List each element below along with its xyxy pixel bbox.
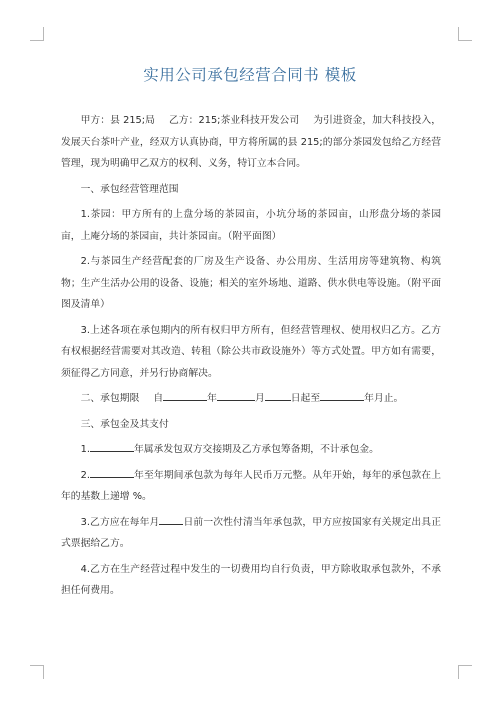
item2-text: 年至年期间承包款为每年人民币万元整。从年开始，每年的承包款在上年的基数上递增 %。: [61, 469, 441, 502]
crop-mark-top-right: [458, 27, 472, 41]
parties-paragraph: [61, 110, 441, 175]
party-a: 甲方：县 215;局: [80, 115, 155, 126]
section3-item4: 4.乙方在生产经营过程中发生的一切费用均自行负责，甲方除收取承包款外，不承担任何费用。: [61, 563, 441, 596]
term-start-label: 日起至: [290, 393, 321, 404]
term-from-label: 自: [153, 393, 164, 404]
blank-start-month[interactable]: [217, 389, 255, 401]
preamble: 为引进资金，加大科技投入，发展天台茶叶产业，经双方认真协商，甲方将所属的县 215;的部分茶园发包给乙方经营管理，现为明确甲乙双方的权利、义务，特订立本合同。: [61, 115, 442, 169]
section1-item1: 1.茶园：甲方所有的上盘分场的茶园亩，小坑分场的茶园亩，山形盘分场的茶园亩，上庵分场的茶园亩，共计茶园亩。（附平面图）: [61, 209, 441, 242]
document-body: [61, 110, 441, 606]
blank-item1-year[interactable]: [90, 440, 134, 452]
term-year-label: 年: [207, 393, 217, 404]
term-month-label: 月: [254, 393, 265, 404]
blank-start-year[interactable]: [163, 389, 207, 401]
item3-text-a: 3.乙方应在每年月: [80, 516, 160, 528]
party-b: 乙方：215;茶业科技开发公司: [168, 115, 300, 126]
section1-heading: 一、承包经营管理范围: [80, 183, 179, 195]
document-title: 实用公司承包经营合同书 模板: [143, 66, 357, 84]
section2-heading: 二、承包期限: [80, 393, 140, 404]
crop-mark-bottom-right: [458, 665, 472, 679]
item1-text: 年属承发包双方交接期及乙方承包筹备期，不计承包金。: [133, 444, 379, 455]
blank-start-day[interactable]: [265, 389, 291, 401]
crop-mark-bottom-left: [30, 665, 44, 679]
term-end-label: 年月止。: [364, 393, 404, 404]
item3-text-b: 日前一次性付清当年承包款，甲方应按国家有关规定出具正式票据给乙方。: [61, 516, 441, 549]
section2-line: [61, 388, 441, 410]
section3-heading: 三、承包金及其支付: [80, 418, 169, 430]
section3-item2: [61, 465, 441, 508]
crop-mark-top-left: [30, 27, 44, 41]
item2-number: 2.: [80, 469, 90, 481]
section1-item3: 3.上述各项在承包期内的所有权归甲方所有，但经营管理权、使用权归乙方。乙方有权根据经营需要对其改造、转租（除公共市政设施外）等方式处置。甲方如有需要，须征得乙方同意，并另行协商解决。: [61, 324, 441, 379]
blank-end-year[interactable]: [320, 389, 364, 401]
section3-item1: [61, 439, 441, 461]
item1-number: 1.: [80, 444, 90, 455]
section3-item3: [61, 512, 441, 555]
blank-item2-year[interactable]: [90, 466, 134, 478]
section1-item2: 2.与茶园生产经营配套的厂房及生产设备、办公用房、生活用房等建筑物、构筑物；生产生活办公用的设备、设施；相关的室外场地、道路、供水供电等设施。（附平面图及清单）: [61, 256, 441, 310]
blank-item3-day[interactable]: [159, 513, 183, 525]
